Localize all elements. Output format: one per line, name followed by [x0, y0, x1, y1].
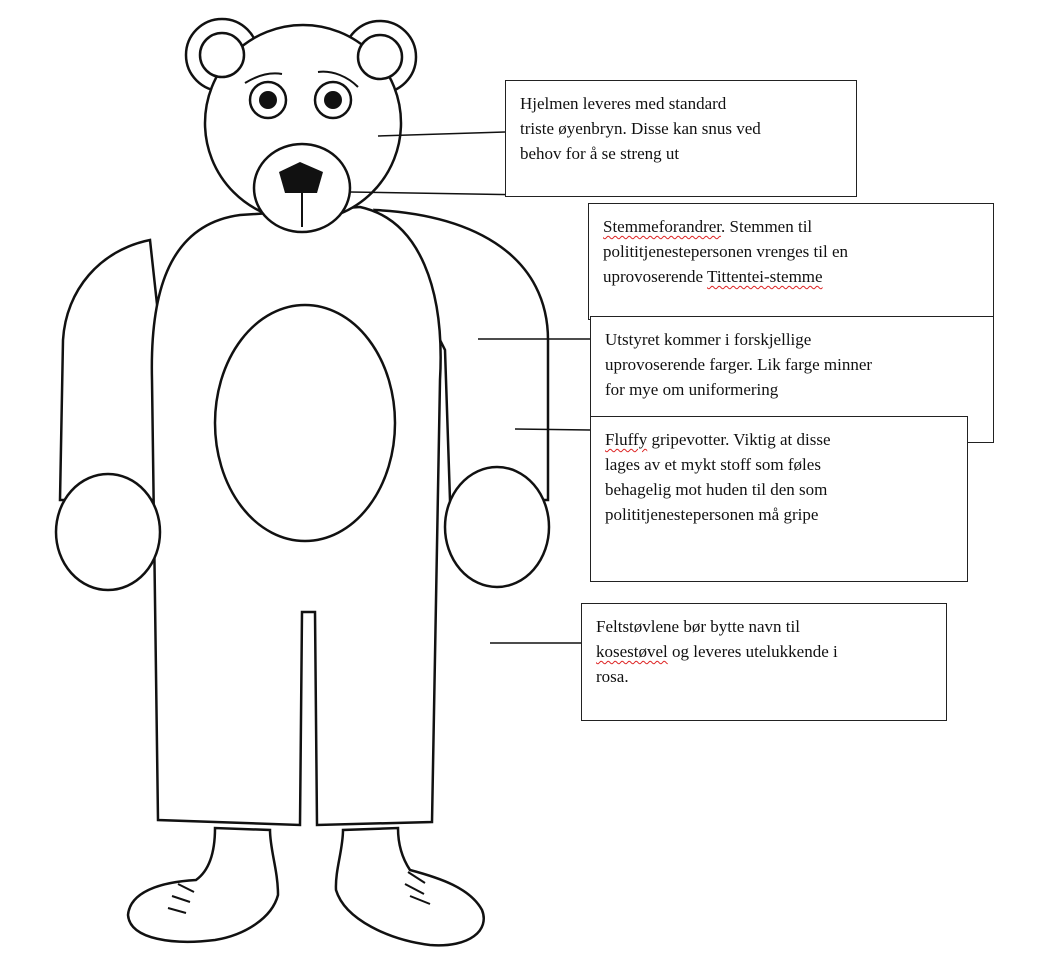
- callout-text-fragment: og leveres utelukkende i: [667, 642, 838, 661]
- callout-text-line: rosa.: [596, 667, 629, 686]
- callout-helmet: [505, 80, 857, 197]
- belly-patch: [215, 305, 395, 541]
- callout-text-fragment: . Stemmen til: [721, 217, 813, 236]
- callout-text-line: Feltstøvlene bør bytte navn til: [596, 617, 800, 636]
- callout-text-line: polititjenestepersonen må gripe: [605, 505, 819, 524]
- callout-text-line: uprovoserende farger. Lik farge minner: [605, 355, 873, 374]
- callout-text-fragment: gripevotter. Viktig at disse: [647, 430, 831, 449]
- spellcheck-word: Fluffy: [605, 430, 648, 449]
- callout-text-line: [603, 264, 979, 289]
- callout-text-line: behov for å se streng ut: [520, 144, 680, 163]
- callout-text-fragment: uprovoserende: [603, 267, 708, 286]
- spellcheck-word: kosestøvel: [596, 642, 668, 661]
- callout-voice-changer: [588, 203, 994, 320]
- callout-text-line: Utstyret kommer i forskjellige: [605, 330, 812, 349]
- spellcheck-word: Stemmeforandrer: [603, 217, 722, 236]
- left-boot: [128, 828, 278, 942]
- left-glove: [56, 474, 160, 590]
- callout-text-line: triste øyenbryn. Disse kan snus ved: [520, 119, 761, 138]
- callout-text-line: [603, 214, 979, 239]
- callout-text-line: polititjenestepersonen vrenges til en: [603, 242, 849, 261]
- callout-text-line: for mye om uniformering: [605, 380, 779, 399]
- callout-text-line: lages av et mykt stoff som føles: [605, 455, 821, 474]
- callout-text-line: [596, 639, 932, 664]
- left-arm: [60, 240, 162, 500]
- callout-boots: [581, 603, 947, 721]
- callout-text-line: Hjelmen leveres med standard: [520, 94, 727, 113]
- callout-text-line: behagelig mot huden til den som: [605, 480, 828, 499]
- callout-gloves: [590, 416, 968, 582]
- callout-text-line: [605, 427, 953, 452]
- spellcheck-word: Tittentei-stemme: [707, 267, 823, 286]
- right-glove: [445, 467, 549, 587]
